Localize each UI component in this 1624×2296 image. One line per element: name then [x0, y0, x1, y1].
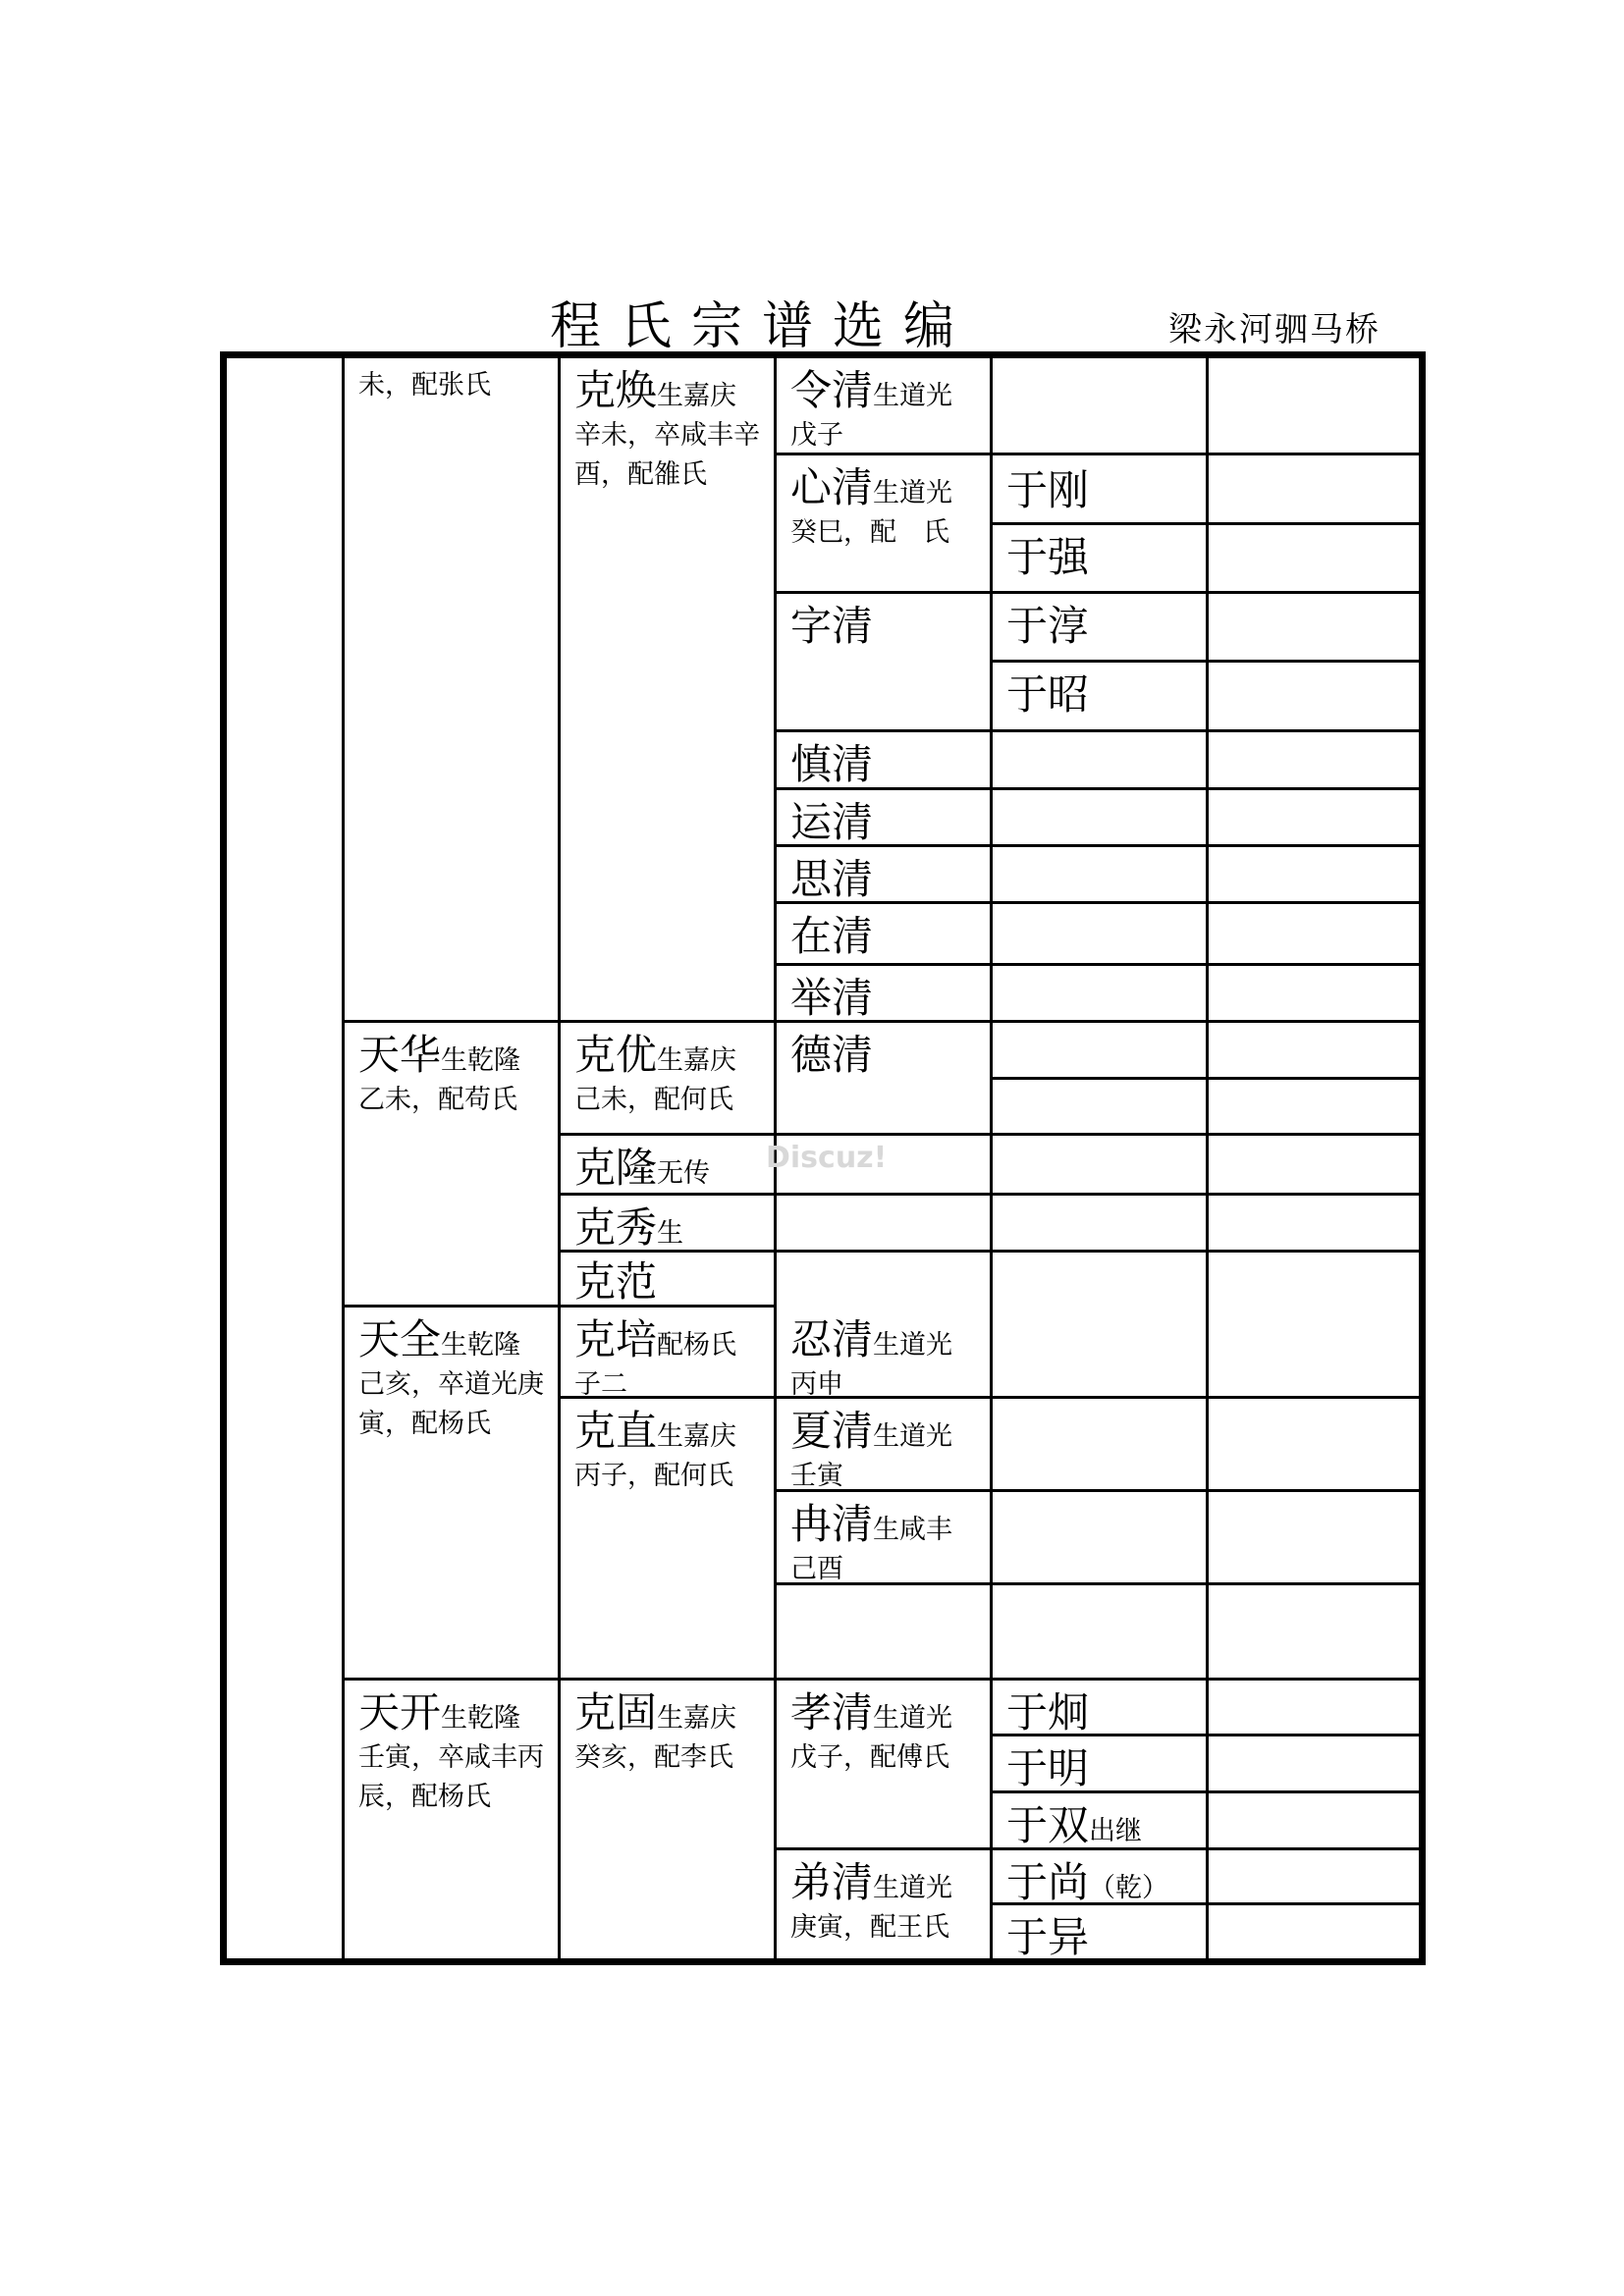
person-name: 克固 — [574, 1688, 658, 1736]
person-name: 克直 — [574, 1407, 658, 1455]
entry-note: 出继 — [1089, 1816, 1143, 1846]
entry-note: 生乾隆 — [441, 1330, 521, 1361]
row-divider — [990, 1077, 1422, 1080]
person-name: 天开 — [358, 1688, 442, 1736]
person-name: 于刚 — [1006, 466, 1090, 514]
gen3-entry — [777, 1399, 990, 1496]
gen3-entry — [777, 904, 990, 961]
gen4-entry — [993, 663, 1206, 720]
person-name: 忍清 — [790, 1315, 874, 1363]
entry-note: 壬寅 — [790, 1461, 843, 1491]
gen4-entry — [993, 525, 1206, 582]
gen3-entry — [777, 1023, 990, 1080]
watermark-text: Discuz! — [766, 1141, 888, 1175]
entry-note: 癸亥，配李氏 — [574, 1742, 733, 1773]
row-divider — [774, 1133, 1422, 1136]
gen4-entry — [993, 458, 1206, 515]
entry-note: 辛未，卒咸丰辛酉，配雒氏 — [574, 420, 760, 490]
entry-note: 壬寅，卒咸丰丙辰，配杨氏 — [358, 1742, 544, 1812]
row-divider — [774, 1250, 1422, 1253]
entry-note: 生道光 — [873, 1703, 953, 1734]
entry-note: 生 — [657, 1218, 684, 1249]
gen4-entry — [993, 1793, 1206, 1851]
person-name: 于双 — [1006, 1801, 1090, 1849]
entry-note: 乙未，配苟氏 — [358, 1085, 517, 1115]
person-name: 夏清 — [790, 1407, 874, 1455]
entry-note: 无传 — [657, 1158, 711, 1189]
gen2-entry — [561, 1136, 774, 1194]
column-divider — [1422, 358, 1425, 1958]
gen3-entry — [777, 966, 990, 1023]
person-name: 在清 — [790, 912, 874, 960]
gen3-entry — [777, 1308, 990, 1405]
row-divider — [774, 1193, 1422, 1196]
person-name: 天全 — [358, 1315, 442, 1363]
gen4-entry — [993, 594, 1206, 651]
gen2-entry — [561, 358, 774, 495]
entry-note: 丙申 — [790, 1369, 843, 1400]
person-name: 思清 — [790, 855, 874, 903]
person-name: 于炯 — [1006, 1688, 1090, 1736]
person-name: 于强 — [1006, 533, 1090, 581]
gen3-entry — [777, 358, 990, 455]
person-name: 举清 — [790, 974, 874, 1022]
person-name: 孝清 — [790, 1688, 874, 1736]
entry-note: 生嘉庆 — [657, 1421, 737, 1452]
gen1-entry — [345, 1023, 558, 1120]
person-name: 冉清 — [790, 1500, 874, 1548]
entry-note: 生道光 — [873, 1330, 953, 1361]
person-name: 克焕 — [574, 366, 658, 414]
person-name: 字清 — [790, 602, 874, 650]
entry-note: 生咸丰 — [873, 1515, 953, 1545]
entry-note: 生嘉庆 — [657, 1703, 737, 1734]
person-name: 于异 — [1006, 1913, 1090, 1961]
entry-note: 生道光 — [873, 478, 953, 508]
person-name: 令清 — [790, 366, 874, 414]
entry-note: 生乾隆 — [441, 1703, 521, 1734]
entry-note: 癸巳，配 氏 — [790, 517, 949, 548]
person-name: 克秀 — [574, 1203, 658, 1252]
gen2-entry — [561, 1250, 774, 1307]
gen1-entry — [345, 1308, 558, 1444]
gen3-entry — [777, 594, 990, 651]
column-divider — [1206, 358, 1209, 1958]
gen3-entry — [777, 1850, 990, 1948]
person-name: 于尚 — [1006, 1858, 1090, 1906]
entry-note: 子二 — [574, 1369, 627, 1400]
entry-note: 生嘉庆 — [657, 381, 737, 411]
entry-note: 丙子，配何氏 — [574, 1461, 733, 1491]
person-name: 运清 — [790, 798, 874, 846]
person-name: 克隆 — [574, 1144, 658, 1192]
gen2-entry — [561, 1681, 774, 1778]
entry-note: 配杨氏 — [657, 1330, 737, 1361]
entry-note: 己亥，卒道光庚寅，配杨氏 — [358, 1369, 544, 1439]
gen3-entry — [777, 1681, 990, 1778]
gen1-entry — [345, 358, 558, 405]
gen4-entry — [993, 1681, 1206, 1737]
gen3-entry — [777, 732, 990, 789]
entry-note: 未，配张氏 — [358, 370, 491, 400]
gen4-entry — [993, 1850, 1206, 1908]
person-name: 于昭 — [1006, 670, 1090, 719]
person-name: 心清 — [790, 463, 874, 511]
gen1-entry — [345, 1681, 558, 1817]
entry-note: 生道光 — [873, 1421, 953, 1452]
gen2-entry — [561, 1023, 774, 1120]
person-name: 弟清 — [790, 1858, 874, 1906]
entry-note: 生道光 — [873, 1873, 953, 1903]
person-name: 于淳 — [1006, 602, 1090, 650]
page-title: 程氏宗谱选编 — [550, 297, 975, 356]
gen3-entry — [777, 790, 990, 847]
gen3-entry — [777, 847, 990, 904]
gen2-entry — [561, 1196, 774, 1254]
person-name: 天华 — [358, 1031, 442, 1079]
person-name: 克优 — [574, 1031, 658, 1079]
gen2-entry — [561, 1399, 774, 1496]
entry-note: 生乾隆 — [441, 1045, 521, 1076]
entry-note: 庚寅，配王氏 — [790, 1912, 949, 1943]
person-name: 克培 — [574, 1315, 658, 1363]
gen3-entry — [777, 1492, 990, 1589]
entry-note: 己未，配何氏 — [574, 1085, 733, 1115]
gen4-entry — [993, 1905, 1206, 1962]
gen2-entry — [561, 1308, 774, 1405]
page-subtitle: 梁永河驷马桥 — [1168, 310, 1380, 349]
gen4-entry — [993, 1736, 1206, 1793]
person-name: 于明 — [1006, 1744, 1090, 1792]
entry-note: 生道光 — [873, 381, 953, 411]
entry-note: 生嘉庆 — [657, 1045, 737, 1076]
person-name: 德清 — [790, 1031, 874, 1079]
gen3-entry — [777, 455, 990, 553]
entry-note: 己酉 — [790, 1554, 843, 1584]
person-name: 克范 — [574, 1257, 658, 1306]
person-name: 慎清 — [790, 740, 874, 788]
entry-note: 戊子 — [790, 420, 843, 451]
entry-note: 戊子，配傅氏 — [790, 1742, 949, 1773]
entry-note: （乾） — [1089, 1873, 1169, 1903]
